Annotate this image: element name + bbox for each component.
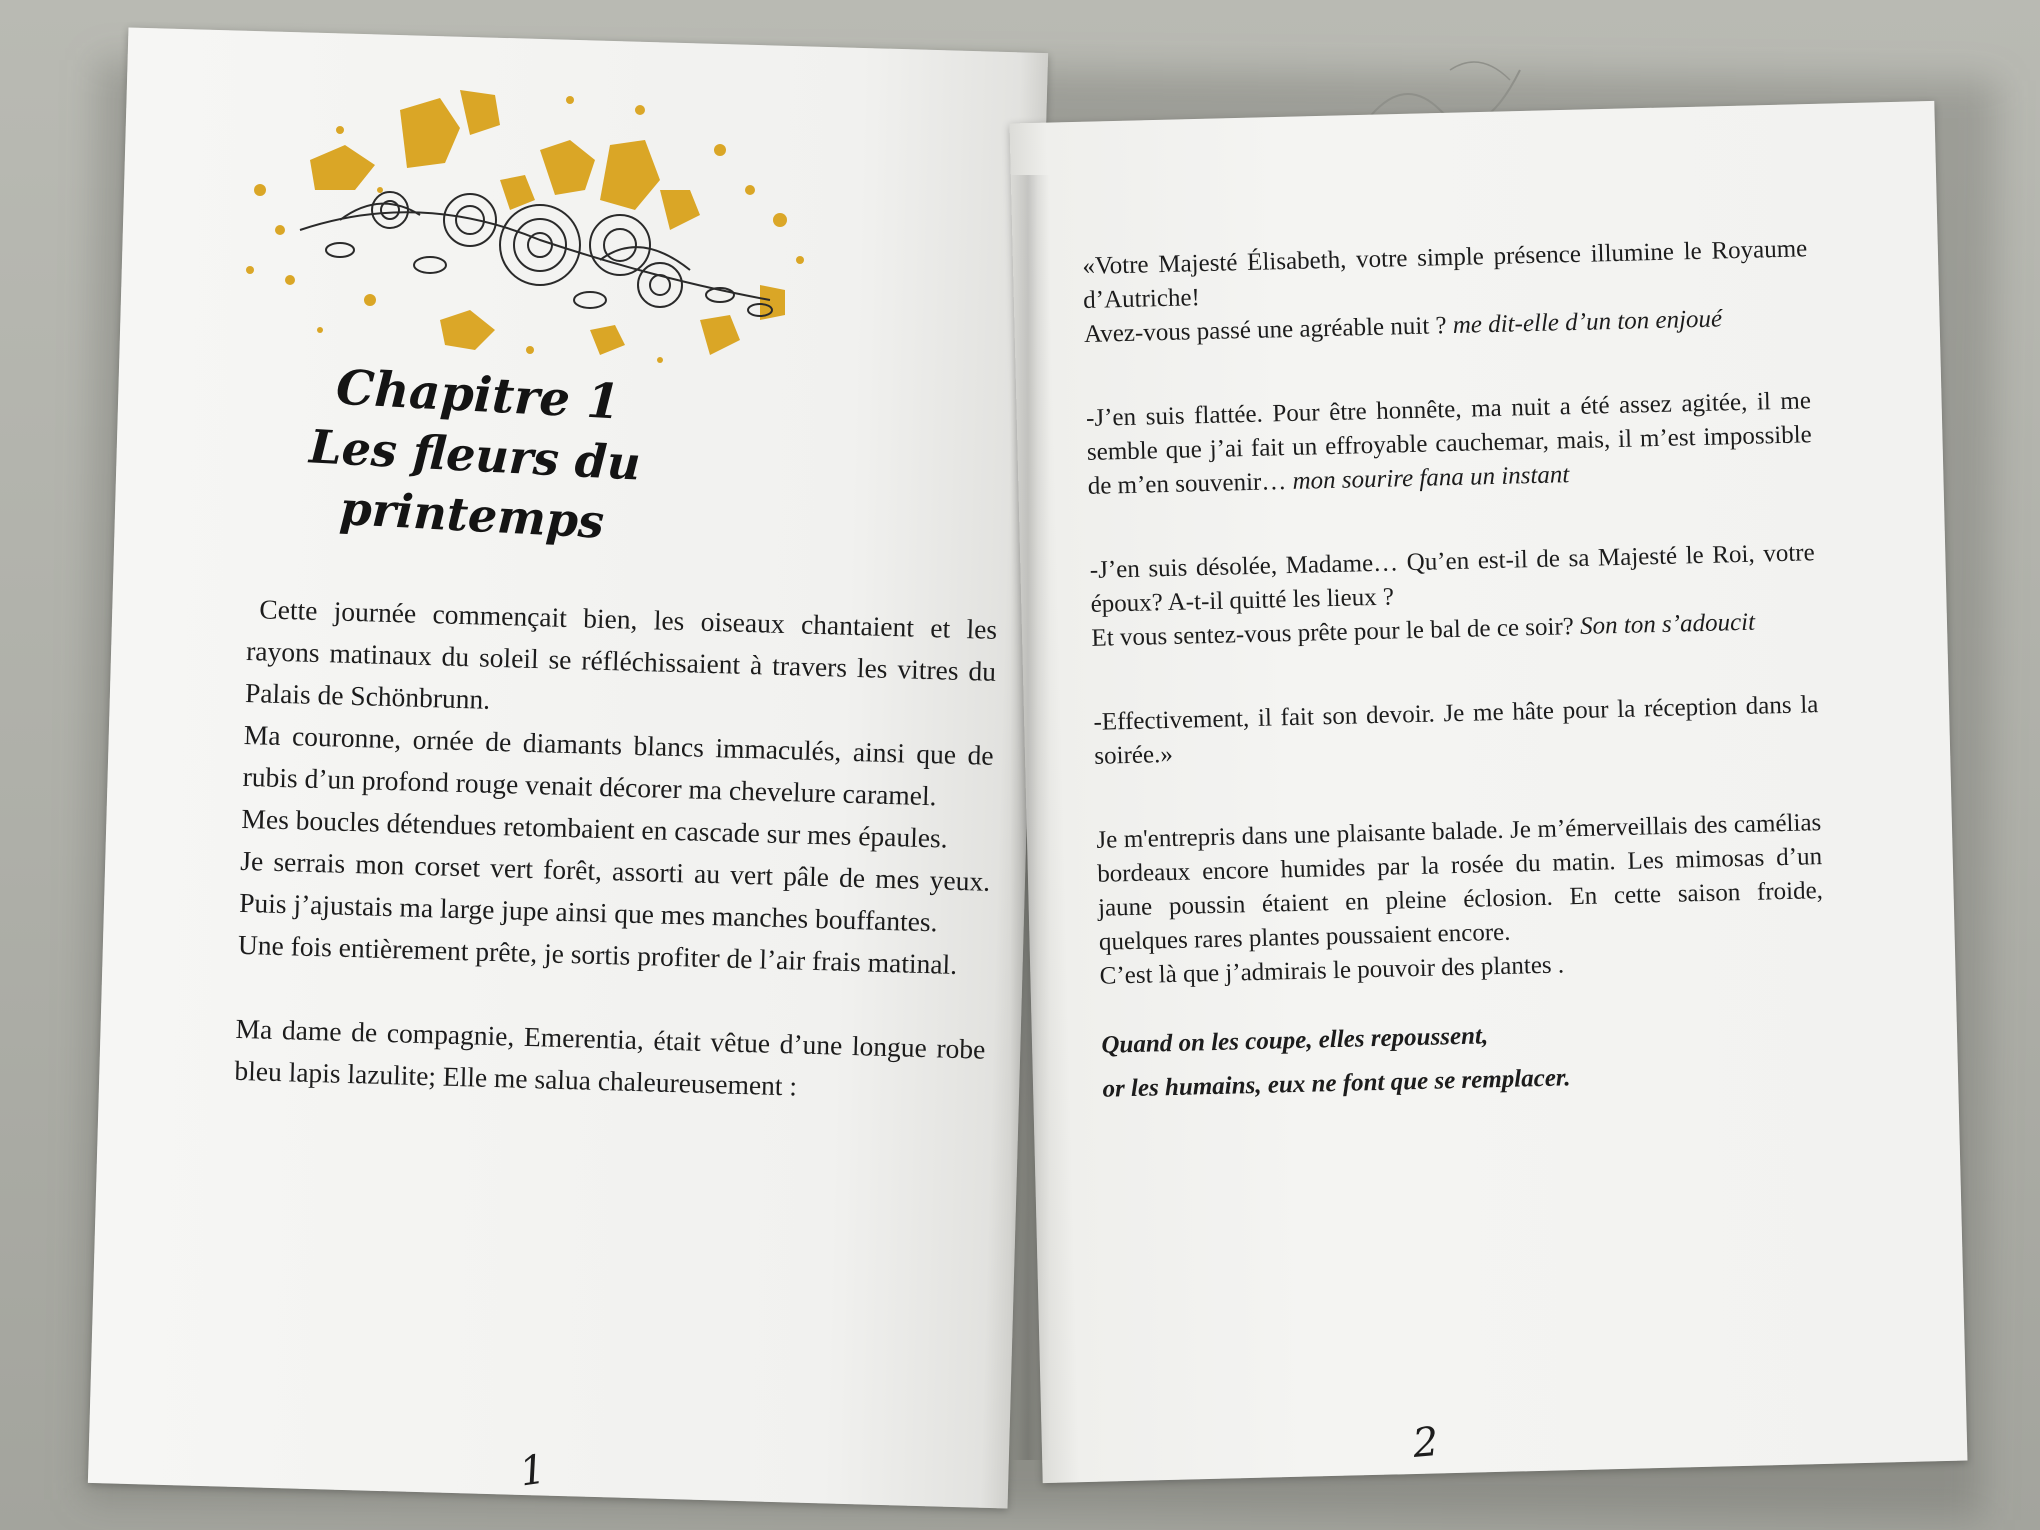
dialogue-line: Avez-vous passé une agréable nuit ? me dit-elle d’un ton enjoué xyxy=(1083,305,1723,348)
dialogue-line: «Votre Majesté Élisabeth, votre simple présence illumine le Royaume d’Autriche! xyxy=(1082,235,1808,314)
dialogue-tag: Son ton s’adoucit xyxy=(1579,608,1756,640)
closing-quote-line-2: or les humains, eux ne font que se remplacer. xyxy=(1102,1064,1571,1103)
paragraph: Ma dame de compagnie, Emerentia, était vêtue d’une longue robe bleu lapis lazulite; Elle me salua chaleureusement : xyxy=(234,1012,986,1102)
dialogue-line: -Effectivement, il fait son devoir. Je me hâte pour la réception dans la soirée.» xyxy=(1093,691,1819,770)
paragraph: C’est là que j’admirais le pouvoir des plantes . xyxy=(1099,951,1565,990)
dialogue-tag: mon sourire fana un instant xyxy=(1292,461,1570,495)
paragraph: Ma couronne, ornée de diamants blancs immaculés, ainsi que de rubis d’un profond rouge venait décorer ma chevelure caramel. xyxy=(242,718,995,812)
paragraph: Mes boucles détendues retombaient en cascade sur mes épaules. xyxy=(241,802,949,854)
paragraph: Cette journée commençait bien, les oiseaux chantaient et les rayons matinaux du soleil se réfléchissaient à travers les vitres du Palais de Schönbrunn. xyxy=(244,593,998,715)
chapter-heading xyxy=(191,350,760,559)
left-page-body xyxy=(234,588,998,1113)
page-number-left: 1 xyxy=(516,1446,549,1496)
page-number-right: 2 xyxy=(1411,1418,1441,1468)
dialogue-line: -J’en suis flattée. Pour être honnête, ma nuit a été assez agitée, il me semble que j’ai fait un effroyable cauchemar, mais, il m’est impossible de m’en souvenir… mon sourire fana un instant xyxy=(1085,387,1813,500)
dialogue-line: -J’en suis désolée, Madame… Qu’en est-il de sa Majesté le Roi, votre époux? A-t-il quitté les lieux ? xyxy=(1089,539,1815,618)
dialogue-tag: me dit-elle d’un ton enjoué xyxy=(1452,305,1723,339)
book-gutter xyxy=(1010,175,1050,1460)
right-page-body xyxy=(1082,232,1828,1111)
paragraph: Je m'entrepris dans une plaisante balade. Je m’émerveillais des camélias bordeaux encore humides par la rosée du matin. Les mimosas d’un jaune poussin étaient en pleine éclosion. En cette saison froide, quelques rares plantes poussaient encore. xyxy=(1096,809,1824,956)
paragraph: Une fois entièrement prête, je sortis profiter de l’air frais matinal. xyxy=(237,928,958,980)
chapter-number: Chapitre 1 xyxy=(334,359,622,431)
closing-quote-line-1: Quand on les coupe, elles repoussent, xyxy=(1101,1022,1489,1059)
chapter-title: Les fleurs du printemps xyxy=(308,419,642,549)
dialogue-line: Et vous sentez-vous prête pour le bal de ce soir? Son ton s’adoucit xyxy=(1091,608,1756,652)
paragraph: Je serrais mon corset vert forêt, assorti au vert pâle de mes yeux. Puis j’ajustais ma large jupe ainsi que mes manches bouffantes. xyxy=(238,844,991,938)
rose-ornament-icon xyxy=(140,70,840,380)
